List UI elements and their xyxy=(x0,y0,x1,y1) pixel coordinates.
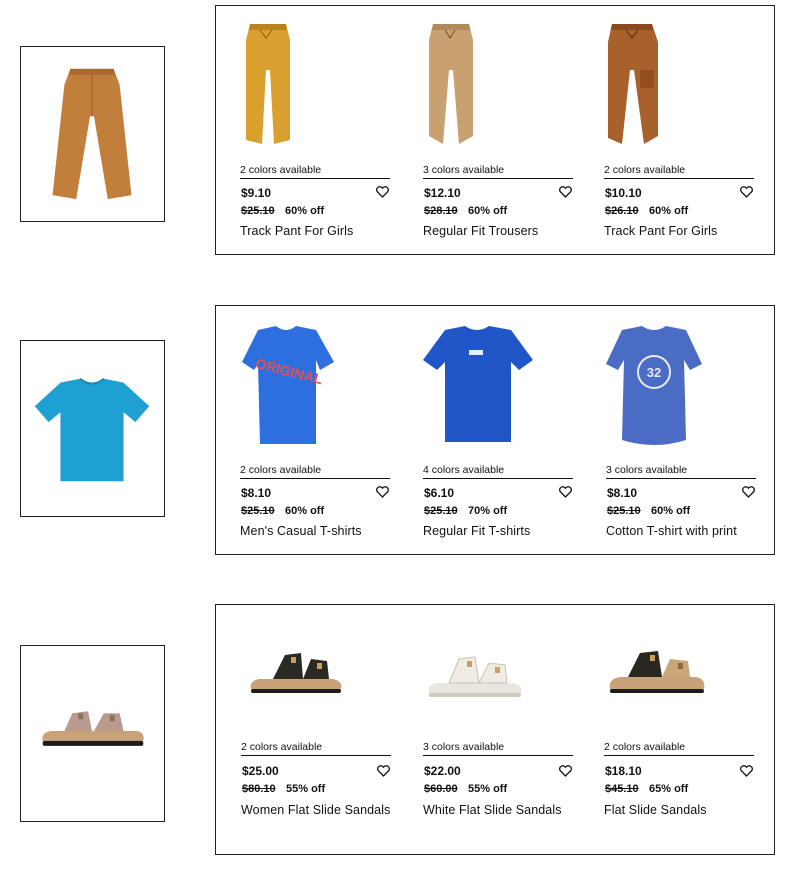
discount: 60% off xyxy=(285,205,325,217)
product-name[interactable]: Regular Fit Trousers xyxy=(423,224,539,238)
product-name[interactable]: Flat Slide Sandals xyxy=(604,803,707,817)
colors-available: 2 colors available xyxy=(240,164,390,179)
tshirt-icon xyxy=(423,324,573,448)
price: $8.10 xyxy=(607,486,638,500)
original-price: $60.00 xyxy=(424,783,458,795)
query-image-sandal[interactable] xyxy=(20,645,165,822)
sandal-icon xyxy=(423,633,573,733)
product-name[interactable]: Track Pant For Girls xyxy=(240,224,354,238)
heart-icon[interactable] xyxy=(740,765,753,777)
product-name[interactable]: Men's Casual T-shirts xyxy=(240,524,362,538)
heart-icon[interactable] xyxy=(742,486,755,498)
price: $22.00 xyxy=(424,764,461,778)
original-price: $80.10 xyxy=(242,783,276,795)
pants-icon xyxy=(240,20,390,148)
heart-icon[interactable] xyxy=(740,186,753,198)
tshirt-icon xyxy=(240,324,390,448)
price: $9.10 xyxy=(241,186,272,200)
product-name[interactable]: Women Flat Slide Sandals xyxy=(241,803,391,817)
svg-text:ORIGINAL: ORIGINAL xyxy=(254,355,325,388)
original-price: $25.10 xyxy=(241,505,275,517)
heart-icon[interactable] xyxy=(559,765,572,777)
original-price: $28.10 xyxy=(424,205,458,217)
discount: 60% off xyxy=(468,205,508,217)
original-price: $25.10 xyxy=(607,505,641,517)
heart-icon[interactable] xyxy=(377,765,390,777)
discount: 70% off xyxy=(468,505,508,517)
results-panel-tshirts xyxy=(215,305,775,555)
query-image-pants[interactable] xyxy=(20,46,165,222)
original-price: $26.10 xyxy=(605,205,639,217)
colors-available: 3 colors available xyxy=(423,164,573,179)
tshirt-icon xyxy=(21,341,164,516)
colors-available: 2 colors available xyxy=(240,464,390,479)
heart-icon[interactable] xyxy=(376,186,389,198)
discount: 65% off xyxy=(649,783,689,795)
product-name[interactable]: Track Pant For Girls xyxy=(604,224,718,238)
price: $12.10 xyxy=(424,186,461,200)
svg-text:32: 32 xyxy=(646,365,662,380)
colors-available: 2 colors available xyxy=(604,741,754,756)
original-price: $25.10 xyxy=(424,505,458,517)
pants-icon xyxy=(21,47,164,221)
price: $8.10 xyxy=(241,486,272,500)
tshirt-icon xyxy=(606,324,756,448)
original-price: $45.10 xyxy=(605,783,639,795)
colors-available: 3 colors available xyxy=(423,741,573,756)
heart-icon[interactable] xyxy=(559,186,572,198)
discount: 55% off xyxy=(286,783,326,795)
results-panel-pants xyxy=(215,5,775,255)
discount: 60% off xyxy=(285,505,325,517)
product-name[interactable]: Cotton T-shirt with print xyxy=(606,524,737,538)
sandal-icon xyxy=(21,646,164,821)
colors-available: 4 colors available xyxy=(423,464,573,479)
discount: 60% off xyxy=(649,205,689,217)
discount: 55% off xyxy=(468,783,508,795)
price: $18.10 xyxy=(605,764,642,778)
discount: 60% off xyxy=(651,505,691,517)
colors-available: 3 colors available xyxy=(606,464,756,479)
product-name[interactable]: Regular Fit T-shirts xyxy=(423,524,531,538)
heart-icon[interactable] xyxy=(376,486,389,498)
price: $10.10 xyxy=(605,186,642,200)
price: $6.10 xyxy=(424,486,455,500)
sandal-icon xyxy=(241,633,391,733)
pants-icon xyxy=(604,20,754,148)
product-name[interactable]: White Flat Slide Sandals xyxy=(423,803,562,817)
original-price: $25.10 xyxy=(241,205,275,217)
price: $25.00 xyxy=(242,764,279,778)
sandal-icon xyxy=(604,633,754,733)
pants-icon xyxy=(423,20,573,148)
results-panel-sandals xyxy=(215,604,775,855)
query-image-tshirt[interactable] xyxy=(20,340,165,517)
heart-icon[interactable] xyxy=(559,486,572,498)
colors-available: 2 colors available xyxy=(241,741,391,756)
colors-available: 2 colors available xyxy=(604,164,754,179)
